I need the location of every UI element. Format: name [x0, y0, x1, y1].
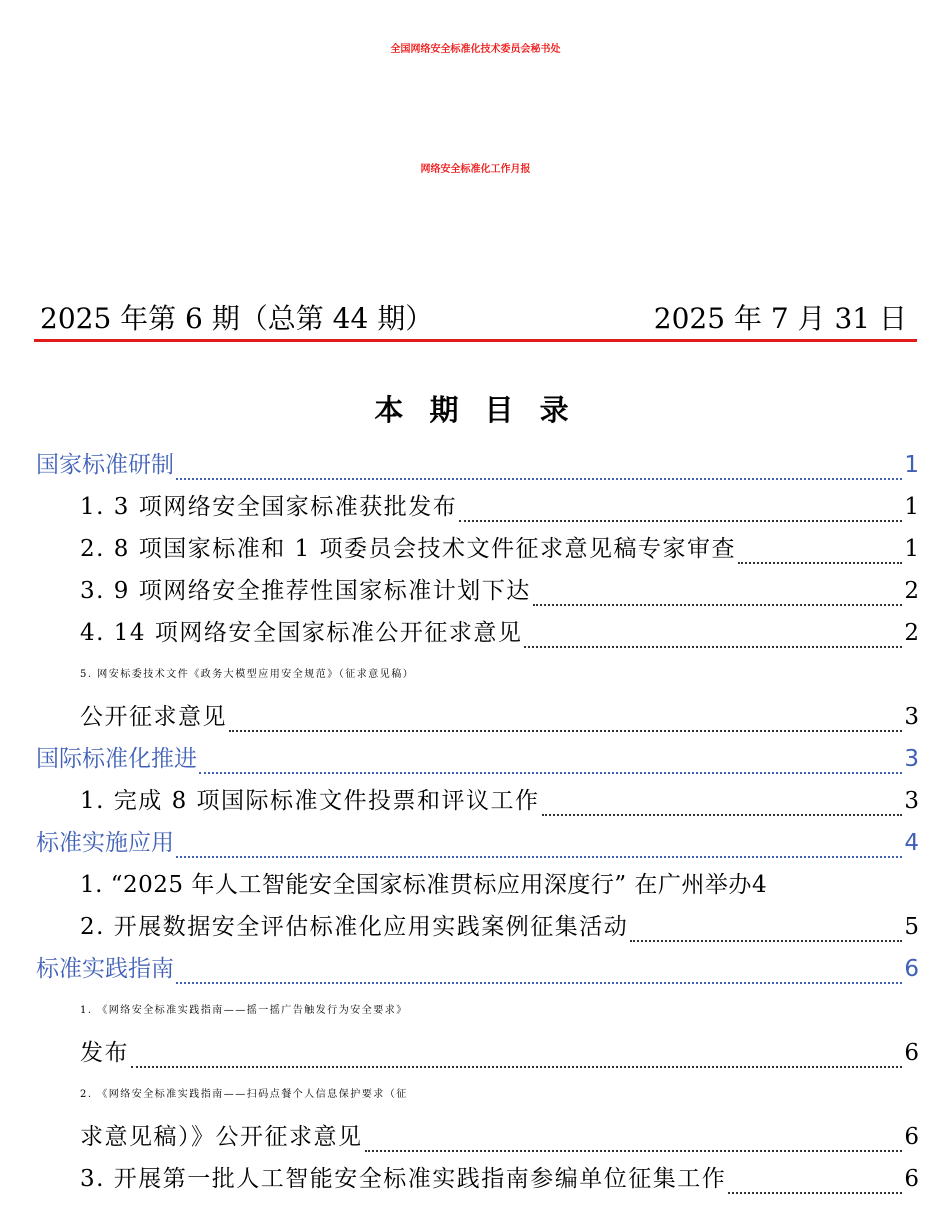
- issue-number: 2025 年第 6 期（总第 44 期）: [40, 302, 434, 335]
- toc-item-text: 4. 14 项网络安全国家标准公开征求意见: [80, 620, 523, 646]
- toc-page-number: 4: [751, 872, 767, 898]
- toc-section-international[interactable]: [36, 738, 919, 780]
- toc-item-text: 1. “2025 年人工智能安全国家标准贯标应用深度行” 在广州举办: [80, 872, 752, 898]
- toc-item[interactable]: [36, 1158, 919, 1200]
- toc-item[interactable]: [36, 696, 919, 738]
- header-divider: [34, 339, 917, 342]
- toc-page-number: 1: [904, 494, 919, 520]
- table-of-contents: [36, 444, 919, 1200]
- toc-item-text: 1. 完成 8 项国际标准文件投票和评议工作: [80, 788, 540, 814]
- toc-section-label: 标准实施应用: [36, 830, 174, 856]
- report-title: 网络安全标准化工作月报: [420, 164, 531, 175]
- leader-dots: [630, 932, 902, 942]
- leader-dots: [131, 1058, 902, 1068]
- toc-section-label: 标准实践指南: [36, 956, 174, 982]
- toc-item-text-line2: 发布: [80, 1040, 129, 1066]
- toc-page-number: 3: [904, 746, 919, 772]
- toc-item-text-line1[interactable]: 2. 《网络安全标准实践指南——扫码点餐个人信息保护要求（征: [80, 1089, 408, 1100]
- toc-page-number: 4: [904, 830, 919, 856]
- toc-item[interactable]: [36, 864, 919, 906]
- toc-item-text: 1. 3 项网络安全国家标准获批发布: [80, 494, 458, 520]
- toc-page-number: 6: [904, 1166, 919, 1192]
- leader-dots: [459, 512, 902, 522]
- toc-section-label: 国际标准化推进: [36, 746, 197, 772]
- toc-heading: 本 期 目 录: [374, 393, 577, 427]
- leader-dots: [199, 764, 902, 774]
- toc-page-number: 6: [904, 1124, 919, 1150]
- leader-dots: [533, 596, 903, 606]
- toc-item-text-line2: 求意见稿）》公开征求意见: [80, 1124, 363, 1150]
- toc-item[interactable]: [36, 906, 919, 948]
- toc-item-text: 2. 开展数据安全评估标准化应用实践案例征集活动: [80, 914, 629, 940]
- issue-row: [40, 297, 907, 337]
- toc-page-number: 1: [904, 452, 919, 478]
- toc-item[interactable]: [36, 570, 919, 612]
- toc-page-number: 6: [904, 956, 919, 982]
- organization-name: 全国网络安全标准化技术委员会秘书处: [390, 44, 561, 55]
- leader-dots: [542, 806, 903, 816]
- toc-item-text-line1[interactable]: 5. 网安标委技术文件《政务大模型应用安全规范》（征求意见稿）: [80, 669, 415, 680]
- toc-item[interactable]: [36, 486, 919, 528]
- leader-dots: [365, 1142, 903, 1152]
- toc-page-number: 6: [904, 1040, 919, 1066]
- toc-page-number: 3: [904, 788, 919, 814]
- leader-dots: [728, 1184, 902, 1194]
- toc-item-text: 2. 8 项国家标准和 1 项委员会技术文件征求意见稿专家审查: [80, 536, 736, 562]
- leader-dots: [524, 638, 902, 648]
- issue-date: 2025 年 7 月 31 日: [653, 302, 907, 335]
- toc-item[interactable]: [36, 780, 919, 822]
- toc-item-text: 3. 9 项网络安全推荐性国家标准计划下达: [80, 578, 531, 604]
- toc-page-number: 2: [904, 620, 919, 646]
- leader-dots: [229, 722, 902, 732]
- leader-dots: [738, 554, 902, 564]
- toc-page-number: 1: [904, 536, 919, 562]
- toc-section-label: 国家标准研制: [36, 452, 174, 478]
- toc-item-text-line2: 公开征求意见: [80, 704, 227, 730]
- leader-dots: [176, 974, 902, 984]
- toc-page-number: 2: [904, 578, 919, 604]
- toc-item-text-line1[interactable]: 1. 《网络安全标准实践指南——摇一摇广告触发行为安全要求》: [80, 1005, 408, 1016]
- leader-dots: [176, 470, 902, 480]
- leader-dots: [176, 848, 902, 858]
- toc-item[interactable]: [36, 612, 919, 654]
- toc-section-implementation[interactable]: [36, 822, 919, 864]
- toc-item[interactable]: [36, 528, 919, 570]
- toc-page-number: 5: [904, 914, 919, 940]
- toc-item[interactable]: [36, 1032, 919, 1074]
- toc-page-number: 3: [904, 704, 919, 730]
- toc-item-text: 3. 开展第一批人工智能安全标准实践指南参编单位征集工作: [80, 1166, 727, 1192]
- toc-item[interactable]: [36, 1116, 919, 1158]
- toc-section-practice-guide[interactable]: [36, 948, 919, 990]
- toc-section-national-standards[interactable]: [36, 444, 919, 486]
